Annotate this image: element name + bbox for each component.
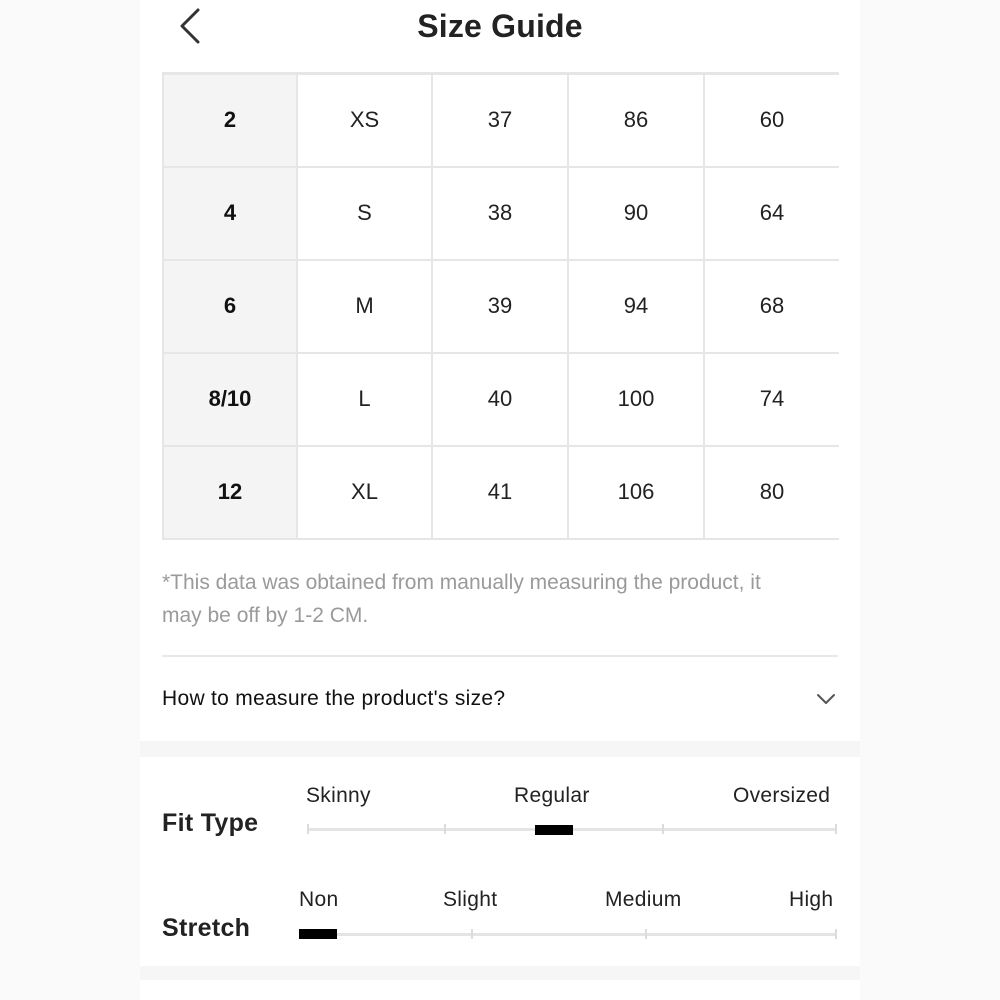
how-to-measure-toggle[interactable] [162,672,838,726]
chevron-down-icon [814,687,838,711]
fit-option-skinny: Skinny [306,784,371,807]
table-cell: L [297,353,432,446]
table-cell: 4 [163,167,297,260]
table-cell: S [297,167,432,260]
page-margin-right [860,0,1000,1000]
table-row [163,353,839,446]
table-cell: 80 [704,446,839,539]
table-cell: 37 [432,74,568,167]
size-guide-screen [140,0,860,1000]
page-margin-left [0,0,140,1000]
table-row [163,74,839,167]
table-cell: 2 [163,74,297,167]
fit-option-regular: Regular [514,784,590,807]
table-cell: 106 [568,446,704,539]
how-to-measure-label: How to measure the product's size? [162,687,506,710]
stretch-tick [835,929,837,939]
stretch-option-non: Non [299,888,339,911]
stretch-label: Stretch [162,914,251,942]
fit-type-indicator [535,825,573,835]
table-cell: M [297,260,432,353]
table-cell: 40 [432,353,568,446]
table-cell: 41 [432,446,568,539]
table-cell: 74 [704,353,839,446]
table-cell: 6 [163,260,297,353]
table-cell: 68 [704,260,839,353]
table-cell: 8/10 [163,353,297,446]
section-separator [140,966,860,980]
table-row [163,167,839,260]
divider [162,655,838,657]
table-cell: 86 [568,74,704,167]
size-table [162,72,839,540]
fit-type-tick [835,824,837,834]
table-cell: 38 [432,167,568,260]
fit-type-tick [444,824,446,834]
fit-type-tick [307,824,309,834]
table-cell: 12 [163,446,297,539]
stretch-option-slight: Slight [443,888,498,911]
table-cell: 100 [568,353,704,446]
table-cell: 94 [568,260,704,353]
header [140,0,860,60]
table-cell: XL [297,446,432,539]
table-row [163,260,839,353]
stretch-option-medium: Medium [605,888,682,911]
measurement-note: *This data was obtained from manually measuring the product, it may be off by 1-2 CM. [162,571,761,627]
fit-option-oversized: Oversized [733,784,831,807]
table-cell: XS [297,74,432,167]
page-title: Size Guide [417,8,583,44]
stretch-tick [471,929,473,939]
table-cell: 64 [704,167,839,260]
stretch-indicator [299,929,337,939]
table-cell: 39 [432,260,568,353]
table-cell: 60 [704,74,839,167]
fit-type-tick [662,824,664,834]
stretch-option-high: High [789,888,834,911]
fit-type-label: Fit Type [162,809,259,837]
stretch-track [299,933,837,936]
table-cell: 90 [568,167,704,260]
table-row [163,446,839,539]
stretch-tick [645,929,647,939]
section-separator [140,741,860,757]
